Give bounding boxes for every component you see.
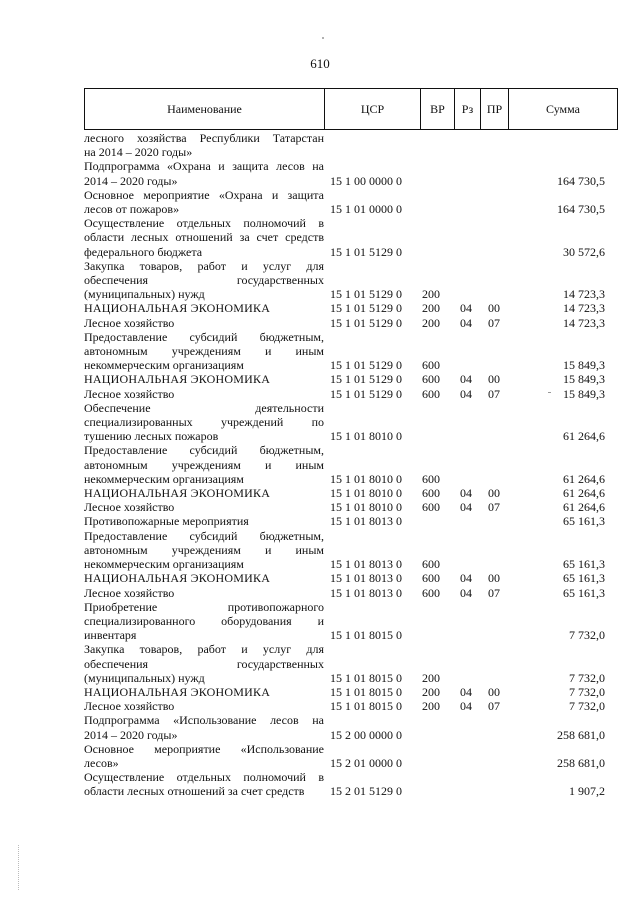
row-name-line: на 2014 – 2020 годы» — [84, 145, 193, 160]
row-name — [84, 372, 324, 386]
row-name-line: автономным учреждениям и иным — [84, 542, 324, 557]
row-code: 15 1 01 5129 0 — [330, 287, 402, 302]
row-code: 15 1 01 8013 0 — [330, 514, 402, 529]
row-vr: 200 — [422, 315, 440, 330]
row-code: 15 1 01 5129 0 — [330, 301, 402, 316]
table-row — [84, 301, 617, 315]
table-row — [84, 713, 617, 741]
row-sum: 164 730,5 — [557, 173, 605, 188]
row-name — [84, 216, 324, 259]
header-name: Наименование — [85, 89, 325, 130]
row-sum: 61 264,6 — [563, 471, 605, 486]
row-name-line: Закупка товаров, работ и услуг для — [84, 642, 324, 657]
row-code: 15 1 01 8013 0 — [330, 571, 402, 586]
table-row — [84, 685, 617, 699]
row-sum: 7 732,0 — [569, 670, 605, 685]
row-sum: 65 161,3 — [563, 557, 605, 572]
row-rz: 04 — [460, 386, 472, 401]
row-rz: 04 — [460, 571, 472, 586]
row-sum: 61 264,6 — [563, 429, 605, 444]
row-name — [84, 387, 324, 401]
row-name-line: Предоставление субсидий бюджетным, — [84, 528, 324, 543]
row-code: 15 1 01 5129 0 — [330, 372, 402, 387]
table-row — [84, 387, 617, 401]
row-name — [84, 770, 324, 798]
row-vr: 600 — [422, 358, 440, 373]
row-name-line: обеспечения государственных — [84, 656, 324, 671]
row-name-line: НАЦИОНАЛЬНАЯ ЭКОНОМИКА — [84, 571, 271, 586]
row-pr: 00 — [488, 486, 500, 501]
row-code: 15 1 01 8015 0 — [330, 684, 402, 699]
row-name-line: инвентаря — [84, 628, 137, 643]
table-row — [84, 316, 617, 330]
row-name — [84, 401, 324, 444]
row-name — [84, 529, 324, 572]
row-sum: 1 907,2 — [569, 784, 605, 799]
row-name-line: лесного хозяйства Республики Татарстан — [84, 131, 324, 145]
row-name-line: Лесное хозяйство — [84, 500, 175, 515]
row-vr: 600 — [422, 386, 440, 401]
row-pr: 07 — [488, 585, 500, 600]
scan-mark — [548, 392, 551, 393]
row-sum: 65 161,3 — [563, 585, 605, 600]
row-name — [84, 600, 324, 643]
row-name-line: Обеспечение деятельности — [84, 400, 324, 415]
row-pr: 07 — [488, 500, 500, 515]
row-sum: 61 264,6 — [563, 486, 605, 501]
row-rz: 04 — [460, 372, 472, 387]
row-name-line: Приобретение противопожарного — [84, 599, 324, 614]
row-name-line: Закупка товаров, работ и услуг для — [84, 258, 324, 273]
row-rz: 04 — [460, 315, 472, 330]
row-code: 15 1 01 8015 0 — [330, 699, 402, 714]
row-name — [84, 586, 324, 600]
row-vr: 600 — [422, 500, 440, 515]
row-code: 15 1 01 8010 0 — [330, 429, 402, 444]
table-header — [84, 88, 618, 130]
table-body — [84, 131, 617, 799]
row-vr: 200 — [422, 670, 440, 685]
row-name-line: Предоставление субсидий бюджетным, — [84, 329, 324, 344]
row-name-line: лесов» — [84, 755, 119, 770]
row-pr: 07 — [488, 315, 500, 330]
page-number: 610 — [310, 56, 330, 71]
row-name-line: специализированных учреждений по — [84, 415, 324, 430]
scan-dot — [322, 37, 324, 39]
table-row — [84, 159, 617, 187]
row-rz: 04 — [460, 486, 472, 501]
row-name — [84, 159, 324, 187]
row-name-line: Основное мероприятие «Использование — [84, 741, 324, 756]
row-sum: 65 161,3 — [563, 571, 605, 586]
table-row — [84, 742, 617, 770]
row-name-line: области лесных отношений за счет средств — [84, 230, 324, 245]
table-row — [84, 770, 617, 798]
table-row — [84, 131, 617, 159]
row-pr: 07 — [488, 699, 500, 714]
table-row — [84, 529, 617, 572]
row-code: 15 1 01 5129 0 — [330, 244, 402, 259]
header-code: ЦСР — [325, 89, 421, 130]
table-row — [84, 486, 617, 500]
scan-margin-mark — [18, 845, 20, 890]
table-row — [84, 500, 617, 514]
header-pr: ПР — [481, 89, 509, 130]
row-name-line: Лесное хозяйство — [84, 315, 175, 330]
row-sum: 7 732,0 — [569, 628, 605, 643]
table-row — [84, 330, 617, 373]
row-name-line: автономным учреждениям и иным — [84, 457, 324, 472]
row-sum: 14 723,3 — [563, 301, 605, 316]
row-name — [84, 742, 324, 770]
row-vr: 200 — [422, 287, 440, 302]
row-name-line: (муниципальных) нужд — [84, 287, 205, 302]
row-name — [84, 330, 324, 373]
row-code: 15 2 01 0000 0 — [330, 755, 402, 770]
row-name — [84, 259, 324, 302]
row-code: 15 2 00 0000 0 — [330, 727, 402, 742]
row-name-line: НАЦИОНАЛЬНАЯ ЭКОНОМИКА — [84, 301, 271, 316]
row-code: 15 1 01 8013 0 — [330, 557, 402, 572]
row-name — [84, 188, 324, 216]
table-row — [84, 642, 617, 685]
row-vr: 200 — [422, 684, 440, 699]
row-rz: 04 — [460, 699, 472, 714]
row-code: 15 2 01 5129 0 — [330, 784, 402, 799]
row-code: 15 1 01 8010 0 — [330, 471, 402, 486]
table-row — [84, 259, 617, 302]
row-pr: 07 — [488, 386, 500, 401]
row-code: 15 1 01 8015 0 — [330, 628, 402, 643]
table-row — [84, 188, 617, 216]
row-code: 15 1 01 5129 0 — [330, 386, 402, 401]
row-vr: 600 — [422, 585, 440, 600]
row-rz: 04 — [460, 500, 472, 515]
row-sum: 258 681,0 — [557, 727, 605, 742]
row-vr: 600 — [422, 471, 440, 486]
table-row — [84, 586, 617, 600]
row-name-line: федерального бюджета — [84, 244, 203, 259]
row-name-line: Предоставление субсидий бюджетным, — [84, 443, 324, 458]
row-name-line: 2014 – 2020 годы» — [84, 173, 178, 188]
table-row — [84, 699, 617, 713]
row-pr: 00 — [488, 684, 500, 699]
row-name-line: 2014 – 2020 годы» — [84, 727, 178, 742]
table-row — [84, 443, 617, 486]
row-name-line: НАЦИОНАЛЬНАЯ ЭКОНОМИКА — [84, 684, 271, 699]
table-row — [84, 216, 617, 259]
row-rz: 04 — [460, 301, 472, 316]
row-sum: 14 723,3 — [563, 287, 605, 302]
row-name-line: некоммерческим организациям — [84, 557, 244, 572]
row-name-line: области лесных отношений за счет средств — [84, 784, 305, 799]
row-name — [84, 486, 324, 500]
row-name-line: Подпрограмма «Использование лесов на — [84, 713, 324, 728]
row-name-line: Лесное хозяйство — [84, 699, 175, 714]
row-name-line: обеспечения государственных — [84, 273, 324, 288]
table-row — [84, 571, 617, 585]
table-row — [84, 514, 617, 528]
row-code: 15 1 01 5129 0 — [330, 358, 402, 373]
row-sum: 14 723,3 — [563, 315, 605, 330]
row-sum: 65 161,3 — [563, 514, 605, 529]
row-sum: 15 849,3 — [563, 386, 605, 401]
row-name-line: (муниципальных) нужд — [84, 670, 205, 685]
table-row — [84, 600, 617, 643]
row-name-line: Основное мероприятие «Охрана и защита — [84, 187, 324, 202]
row-code: 15 1 01 8013 0 — [330, 585, 402, 600]
row-name-line: Подпрограмма «Охрана и защита лесов на — [84, 159, 324, 174]
row-sum: 7 732,0 — [569, 684, 605, 699]
row-pr: 00 — [488, 301, 500, 316]
table-row — [84, 372, 617, 386]
row-code: 15 1 00 0000 0 — [330, 173, 402, 188]
row-name — [84, 301, 324, 315]
row-code: 15 1 01 8010 0 — [330, 486, 402, 501]
row-sum: 258 681,0 — [557, 755, 605, 770]
row-vr: 600 — [422, 486, 440, 501]
row-rz: 04 — [460, 585, 472, 600]
row-code: 15 1 01 0000 0 — [330, 202, 402, 217]
row-pr: 00 — [488, 571, 500, 586]
row-sum: 61 264,6 — [563, 500, 605, 515]
header-rz: Рз — [455, 89, 481, 130]
row-name-line: лесов от пожаров» — [84, 202, 180, 217]
row-vr: 200 — [422, 699, 440, 714]
row-code: 15 1 01 8015 0 — [330, 670, 402, 685]
row-sum: 15 849,3 — [563, 358, 605, 373]
row-code: 15 1 01 8010 0 — [330, 500, 402, 515]
row-name — [84, 131, 324, 159]
row-vr: 600 — [422, 571, 440, 586]
row-name-line: тушению лесных пожаров — [84, 429, 219, 444]
header-sum: Сумма — [509, 89, 618, 130]
row-sum: 164 730,5 — [557, 202, 605, 217]
row-name-line: автономным учреждениям и иным — [84, 344, 324, 359]
row-name-line: НАЦИОНАЛЬНАЯ ЭКОНОМИКА — [84, 486, 271, 501]
row-name — [84, 500, 324, 514]
row-name-line: Противопожарные мероприятия — [84, 514, 249, 529]
row-vr: 600 — [422, 372, 440, 387]
row-name — [84, 514, 324, 528]
header-vr: ВР — [421, 89, 455, 130]
row-sum: 15 849,3 — [563, 372, 605, 387]
row-name — [84, 713, 324, 741]
row-name — [84, 571, 324, 585]
row-name-line: Осуществление отдельных полномочий в — [84, 216, 324, 231]
row-sum: 7 732,0 — [569, 699, 605, 714]
row-name-line: Лесное хозяйство — [84, 585, 175, 600]
table-row — [84, 401, 617, 444]
row-name-line: некоммерческим организациям — [84, 471, 244, 486]
row-name — [84, 642, 324, 685]
row-code: 15 1 01 5129 0 — [330, 315, 402, 330]
row-name-line: специализированного оборудования и — [84, 613, 324, 628]
row-name-line: НАЦИОНАЛЬНАЯ ЭКОНОМИКА — [84, 372, 271, 387]
row-name — [84, 443, 324, 486]
row-name — [84, 316, 324, 330]
row-name-line: некоммерческим организациям — [84, 358, 244, 373]
row-sum: 30 572,6 — [563, 244, 605, 259]
row-name-line: Осуществление отдельных полномочий в — [84, 770, 324, 785]
row-name — [84, 685, 324, 699]
row-vr: 200 — [422, 301, 440, 316]
row-name-line: Лесное хозяйство — [84, 386, 175, 401]
row-pr: 00 — [488, 372, 500, 387]
row-name — [84, 699, 324, 713]
row-rz: 04 — [460, 684, 472, 699]
row-vr: 600 — [422, 557, 440, 572]
